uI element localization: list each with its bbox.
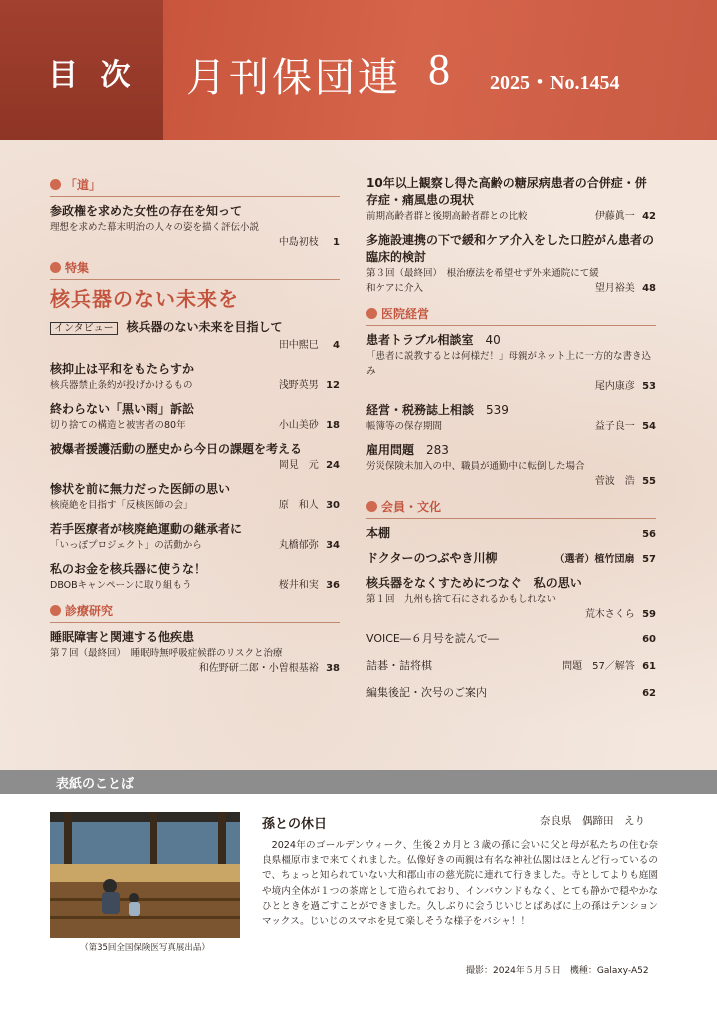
culture-item[interactable] [366,657,656,674]
article-subtitle-row [50,538,340,553]
article-page: 60 [642,634,656,645]
article-meta [50,338,340,353]
article-author: 伊藤眞一 [594,211,635,222]
section-header-feature [50,258,340,276]
article-title: 惨状を前に無力だった医師の思い [50,482,231,496]
article-meta [366,474,656,489]
article-title: 経営・税務誌上相談 [366,403,475,417]
article-title: 患者トラブル相談室 [366,333,474,347]
article-page: 12 [326,380,340,391]
article-page: 42 [642,211,656,222]
article-title: 核兵器のない未来を目指して [126,320,283,334]
series-number: 40 [485,333,501,347]
management-article[interactable] [366,402,656,434]
article-subtitle-row [50,498,340,513]
article-subtitle-row [366,419,656,434]
article-author: 浅野英男 [278,380,319,391]
article-page: 1 [333,237,340,248]
management-article[interactable] [366,442,656,489]
article-subtitle-row [50,418,340,433]
article-title: 10年以上観察し得た高齢の糖尿病患者の合併症・併存症・痛風患の現状 [366,176,647,207]
article-subtitle: 核廃絶を目指す「反核医師の会」 [50,500,193,511]
article-title: ドクターのつぶやき川柳 [366,551,498,565]
toc-left-column [50,175,340,676]
bullet-dot-icon [366,501,377,512]
article-title: 核抑止は平和をもたらすか [50,362,195,376]
article-title: 終わらない「黒い雨」訴訟 [50,402,195,416]
article-author: 菅波 浩 [594,476,635,487]
bullet-dot-icon [50,179,61,190]
article-page: 24 [326,460,340,471]
article-page: 4 [333,340,340,351]
article-author: 望月裕美 [594,283,635,294]
article-meta [366,607,656,622]
series-number: 283 [426,443,449,457]
article-subtitle-row [50,378,340,393]
article-title: 被爆者援護活動の歴史から今日の課題を考える [50,442,303,456]
article-extra: （選者）植竹団扇 [554,554,635,565]
article-page: 18 [326,420,340,431]
cover-words-label: 表紙のことば [56,777,135,792]
article-extra: 問題 57／解答 [562,661,635,672]
cover-essay-title: 孫との休日 [262,817,328,832]
article-subtitle: DBOBキャンペーンに取り組もう [50,580,192,591]
masthead [0,0,717,140]
article-title: 多施設連携の下で緩和ケア介入をした口腔がん患者の臨床的検討 [366,233,655,264]
article-page: 34 [326,540,340,551]
feature-article[interactable] [50,561,340,593]
interview-tag: インタビュー [50,322,118,335]
article-title: 雇用問題 [366,443,415,457]
article-title: 本棚 [366,526,391,540]
article-subtitle-row [50,578,340,593]
cover-words-band [0,770,717,794]
feature-article[interactable] [50,361,340,393]
series-number: 539 [486,403,509,417]
section-header-management [366,304,656,322]
article-title: 核兵器をなくすためにつなぐ 私の思い [366,576,582,590]
toc-label: 目 次 [48,58,137,93]
article-meta [50,235,340,250]
feature-article[interactable] [50,481,340,513]
section-header-members-culture [366,497,656,515]
article-author: 小山美砂 [278,420,319,431]
cover-photo-illustration [50,812,240,938]
article-author: 尾内康彦 [594,381,635,392]
article-author: 和佐野研二郎・小曽根基裕 [198,663,319,674]
article-subtitle: 「いっぽプロジェクト」の活動から [50,540,202,551]
article-title[interactable]: 参政権を求めた女性の存在を知って [50,204,243,218]
section-label: 会員・文化 [381,499,442,514]
culture-item[interactable] [366,525,656,542]
article-page: 36 [326,580,340,591]
section-label: 医院経営 [381,306,430,321]
section-header-michi [50,175,340,193]
section-divider [366,325,656,326]
article-subtitle-row [366,209,656,224]
article-subtitle: 労災保険未加入の中、職員が通勤中に転倒した場合 [366,461,585,472]
article-page: 53 [642,381,656,392]
photo-credit: 撮影：2024年５月５日 機種：Galaxy-A52 [466,966,649,976]
article-page: 48 [642,283,656,294]
article-title[interactable]: 睡眠障害と関連する他疾患 [50,630,195,644]
article-author: 荒木さくら [584,609,635,620]
article-author: 田中熙巳 [278,340,319,351]
article-subtitle: 第３回（最終回） 根治療法を希望せず外来通院にて緩 [366,268,599,279]
section-divider [50,622,340,623]
interview-entry[interactable] [50,318,340,338]
section-label: 特集 [65,260,90,275]
research-article[interactable] [366,175,656,224]
magazine-title: 月刊保団連 [186,55,401,101]
article-author: 岡見 元 [278,460,319,471]
article-author: 原 和人 [278,500,319,511]
issue-number: 2025・No.1454 [490,72,620,94]
article-meta [50,458,340,473]
article-meta [366,379,656,394]
article-author: 中島初枝 [278,237,319,248]
article-meta [50,661,340,676]
article-subtitle: 第７回（最終回） 睡眠時無呼吸症候群のリスクと治療 [50,648,283,659]
management-article[interactable] [366,332,656,394]
bullet-dot-icon [366,308,377,319]
article-title-row [366,442,656,459]
article-title: 私のお金を核兵器に使うな！ [50,562,207,576]
article-page: 57 [642,554,656,565]
cover-essay-body: 2024年のゴールデンウィーク、生後２カ月と３歳の孫に会いに父と母が私たちの住む奈良県橿原市まで来てくれました。仏像好きの両親は有名な神社仏閣はほとんど行っているので、ちょっと知られていない大和郡山市の慈光院に連れて行きました。寺としてよりも庭園や境内全体が１つの茶席として造られており、インバウンドもなく、とても静かで穏やかなひとときを過ごすことができました。久しぶりに会うじいじとばあばに上の孫はテンションマックス。じいじのスマホを見て楽しそうな様子をパシャ！！ [262,840,658,928]
article-subtitle: 理想を求めた幕末明治の人々の姿を描く評伝小説 [50,222,260,233]
section-divider [366,518,656,519]
culture-item[interactable] [366,630,656,647]
article-page: 56 [642,529,656,540]
article-author: 益子良一 [594,421,635,432]
article-page: 38 [326,663,340,674]
feature-article[interactable] [50,401,340,433]
article-page: 55 [642,476,656,487]
article-title: 詰碁・詰将棋 [366,659,432,672]
article-title: VOICE―６月号を読んで― [366,632,499,645]
section-label: 診療研究 [65,603,114,618]
article-author: 丸橋郁弥 [278,540,319,551]
section-divider [50,279,340,280]
bullet-dot-icon [50,262,61,273]
article-page: 30 [326,500,340,511]
issue-month: 8 [428,45,450,94]
article-page: 61 [642,661,656,672]
article-subtitle: 和ケアに介入 [366,283,424,294]
article-title: 編集後記・次号のご案内 [366,686,487,699]
research-article[interactable] [366,232,656,296]
article-subtitle: 第１回 九州も捨て石にされるかもしれない [366,594,557,605]
section-divider [50,196,340,197]
article-title: 若手医療者が核廃絶運動の継承者に [50,522,243,536]
article-title-row [366,332,656,349]
feature-article[interactable] [50,521,340,553]
culture-item[interactable] [366,550,656,567]
section-label: 「道」 [65,177,102,192]
cover-essay-author: 奈良県 偶蹄田 えり [540,815,645,827]
photo-caption: （第35回全国保険医写真展出品） [80,943,210,953]
article-subtitle: 「患者に説教するとは何様だ！」母親がネット上に一方的な書き込み [366,351,652,377]
article-title-row [366,402,656,419]
essay-series[interactable] [366,575,656,622]
feature-title[interactable]: 核兵器のない未来を [50,287,239,311]
feature-article[interactable] [50,441,340,473]
cover-photo [50,812,240,938]
article-subtitle: 切り捨ての構造と被害者の80年 [50,420,186,431]
article-subtitle-row [366,281,656,296]
article-page: 54 [642,421,656,432]
section-header-research [50,601,340,619]
article-page: 62 [642,688,656,699]
article-subtitle: 前期高齢者群と後期高齢者群との比較 [366,211,528,222]
bullet-dot-icon [50,605,61,616]
article-subtitle: 帳簿等の保存期間 [366,421,443,432]
toc-right-column [366,175,656,701]
article-author: 桜井和実 [278,580,319,591]
culture-item[interactable] [366,684,656,701]
article-subtitle: 核兵器禁止条約が投げかけるもの [50,380,193,391]
article-page: 59 [642,609,656,620]
